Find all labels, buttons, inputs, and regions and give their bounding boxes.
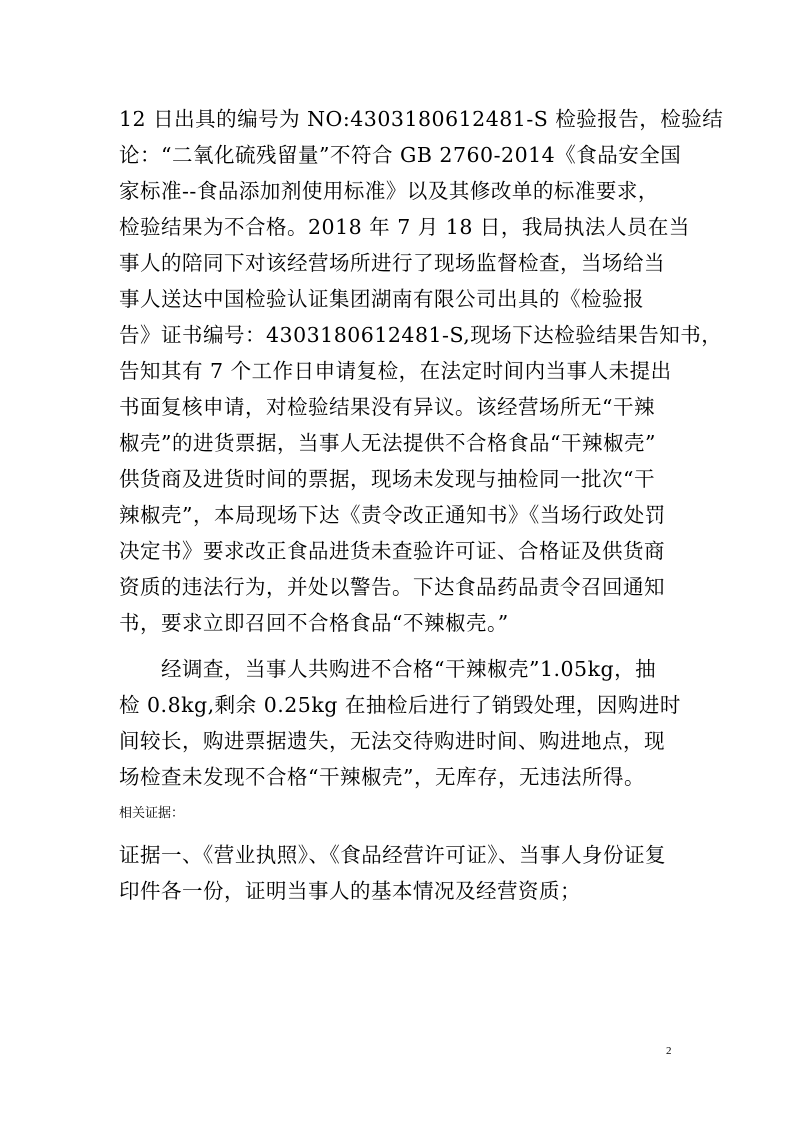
paragraph-1-line-1: 12 日出具的编号为 NO:4303180612481-S 检验报告，检验结 xyxy=(119,107,724,131)
paragraph-1-line-13: 决定书》要求改正食品进货未查验许可证、合格证及供货商 xyxy=(119,539,665,563)
paragraph-1-line-10: 椒壳”的进货票据，当事人无法提供不合格食品“干辣椒壳” xyxy=(119,431,656,455)
paragraph-1-line-4: 检验结果为不合格。2018 年 7 月 18 日，我局执法人员在当 xyxy=(119,215,690,239)
paragraph-3-line-2: 印件各一份，证明当事人的基本情况及经营资质； xyxy=(119,879,581,903)
paragraph-1-line-5: 事人的陪同下对该经营场所进行了现场监督检查，当场给当 xyxy=(119,251,665,275)
paragraph-3-line-1: 证据一、《营业执照》、《食品经营许可证》、当事人身份证复 xyxy=(119,843,666,867)
paragraph-1-line-9: 书面复核申请，对检验结果没有异议。该经营场所无“干辣 xyxy=(119,395,655,419)
paragraph-2-line-4: 场检查未发现不合格“干辣椒壳”，无库存，无违法所得。 xyxy=(119,765,645,789)
paragraph-1-line-3: 家标准--食品添加剂使用标准》以及其修改单的标准要求， xyxy=(119,179,659,203)
paragraph-2-line-2: 检 0.8kg,剩余 0.25kg 在抽检后进行了销毁处理，因购进时 xyxy=(119,693,681,717)
paragraph-1-line-2: 论：“二氧化硫残留量”不符合 GB 2760-2014《食品安全国 xyxy=(119,143,682,167)
paragraph-1-line-7: 告》证书编号：4303180612481-S,现场下达检验结果告知书， xyxy=(119,323,723,347)
paragraph-1-line-12: 辣椒壳”，本局现场下达《责令改正通知书》《当场行政处罚 xyxy=(119,503,666,527)
paragraph-2-line-1: 经调查，当事人共购进不合格“干辣椒壳”1.05kg，抽 xyxy=(161,657,657,681)
evidence-label: 相关证据： xyxy=(119,806,185,821)
paragraph-1-line-6: 事人送达中国检验认证集团湖南有限公司出具的《检验报 xyxy=(119,287,644,311)
paragraph-1-line-11: 供货商及进货时间的票据，现场未发现与抽检同一批次“干 xyxy=(119,467,655,491)
paragraph-1-line-14: 资质的违法行为，并处以警告。下达食品药品责令召回通知 xyxy=(119,575,665,599)
paragraph-1-line-15: 书，要求立即召回不合格食品“不辣椒壳。” xyxy=(119,611,509,635)
paragraph-2-line-3: 间较长，购进票据遗失，无法交待购进时间、购进地点，现 xyxy=(119,729,665,753)
page-number: 2 xyxy=(666,1045,672,1057)
paragraph-1-line-8: 告知其有 7 个工作日申请复检，在法定时间内当事人未提出 xyxy=(119,359,672,383)
